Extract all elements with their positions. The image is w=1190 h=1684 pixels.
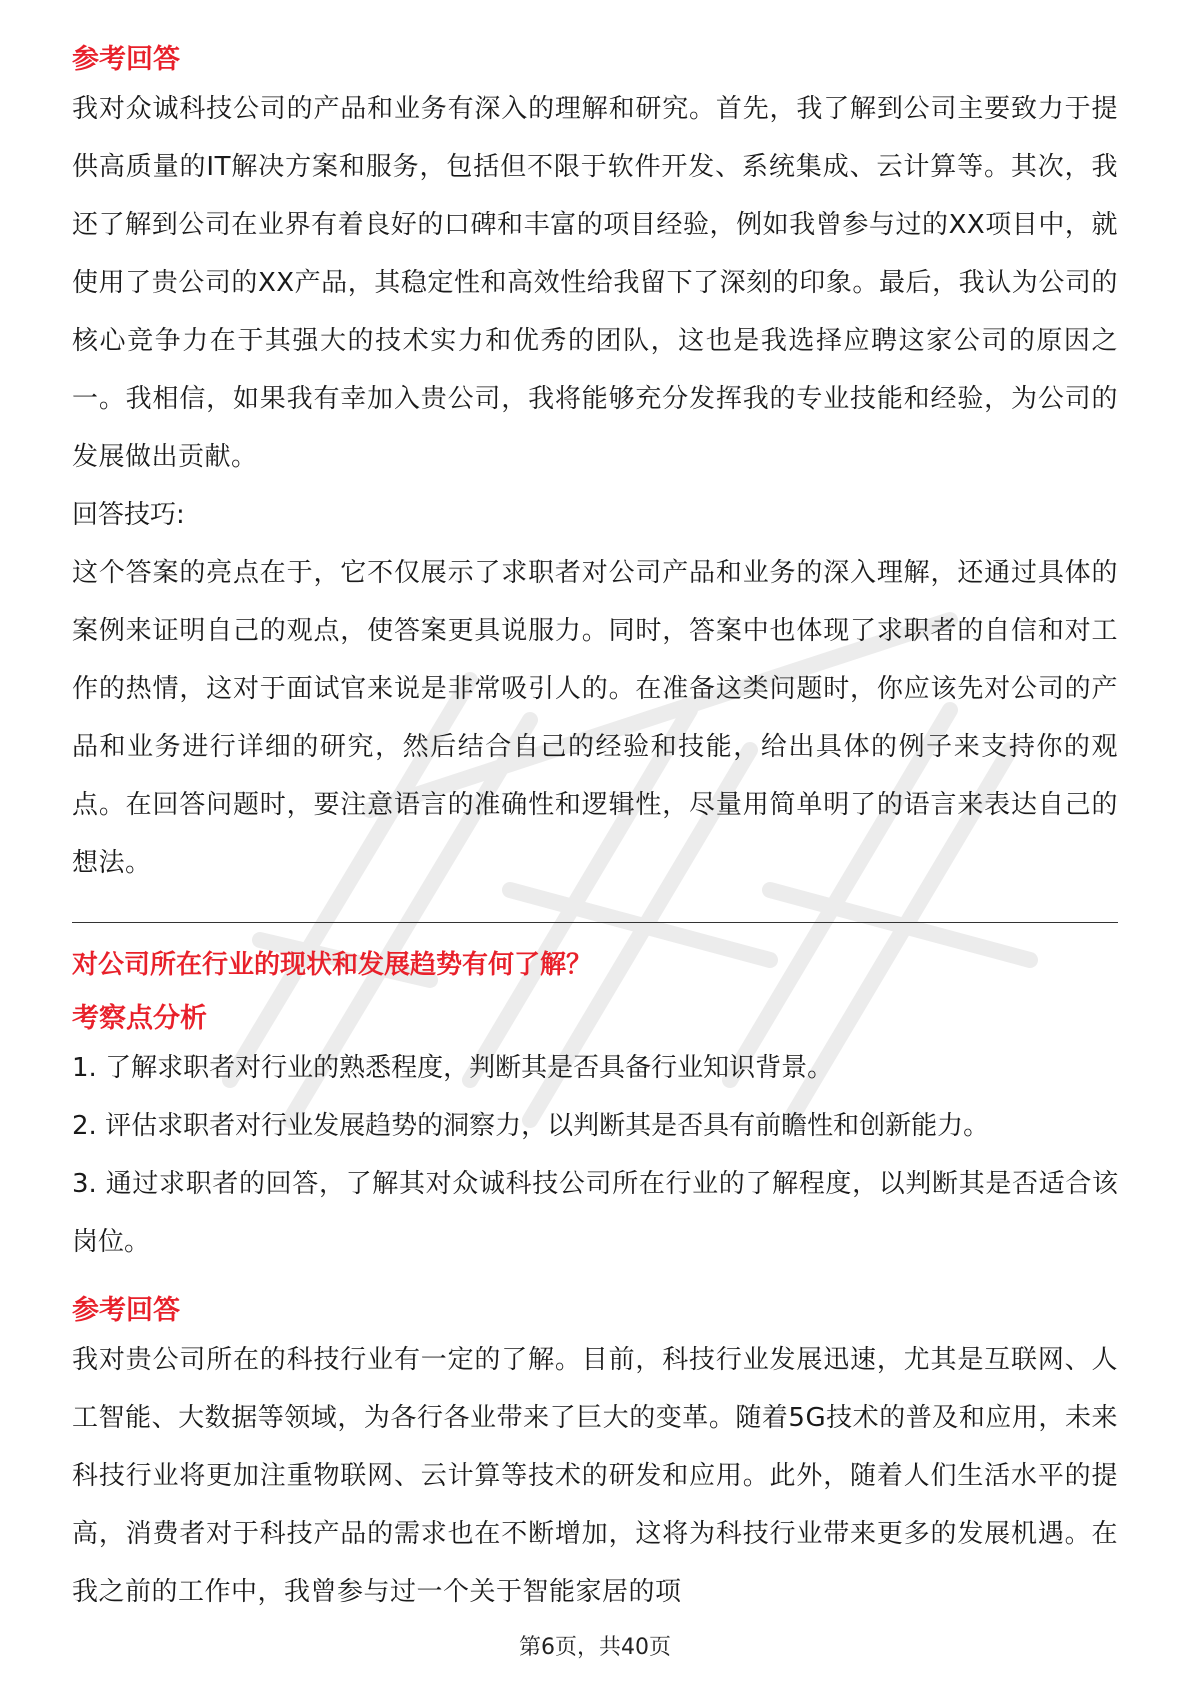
page-number: 第6页，共40页: [519, 1635, 671, 1660]
analysis-item-3: 3. 通过求职者的回答，了解其对众诚科技公司所在行业的了解程度，以判断其是否适合该岗位。: [72, 1169, 1118, 1257]
question-title: 对公司所在行业的现状和发展趋势有何了解？: [72, 950, 593, 980]
answer-paragraph: 我对众诚科技公司的产品和业务有深入的理解和研究。首先，我了解到公司主要致力于提供高质量的IT解决方案和服务，包括但不限于软件开发、系统集成、云计算等。其次，我还了解到公司在业界有着良好的口碑和丰富的项目经验，例如我曾参与过的XX项目中，就使用了贵公司的XX产品，其稳定性和高效性给我留下了深刻的印象。最后，我认为公司的核心竞争力在于其强大的技术实力和优秀的团队，这也是我选择应聘这家公司的原因之一。我相信，如果我有幸加入贵公司，我将能够充分发挥我的专业技能和经验，为公司的发展做出贡献。: [72, 94, 1118, 472]
analysis-item-2: 2. 评估求职者对行业发展趋势的洞察力，以判断其是否具有前瞻性和创新能力。: [72, 1111, 990, 1141]
section-divider: [72, 922, 1118, 923]
analysis-item-1: 1. 了解求职者对行业的熟悉程度，判断其是否具备行业知识背景。: [72, 1053, 834, 1083]
analysis-heading: 考察点分析: [72, 1003, 207, 1034]
answer-heading-2: 参考回答: [72, 1295, 180, 1326]
document-page: [72, 40, 1118, 1621]
tips-paragraph: 这个答案的亮点在于，它不仅展示了求职者对公司产品和业务的深入理解，还通过具体的案例来证明自己的观点，使答案更具说服力。同时，答案中也体现了求职者的自信和对工作的热情，这对于面试官来说是非常吸引人的。在准备这类问题时，你应该先对公司的产品和业务进行详细的研究，然后结合自己的经验和技能，给出具体的例子来支持你的观点。在回答问题时，要注意语言的准确性和逻辑性，尽量用简单明了的语言来表达自己的想法。: [72, 558, 1118, 878]
tips-label: 回答技巧:: [72, 500, 185, 530]
answer-heading: 参考回答: [72, 44, 180, 75]
answer-paragraph-2: 我对贵公司所在的科技行业有一定的了解。目前，科技行业发展迅速，尤其是互联网、人工智能、大数据等领域，为各行各业带来了巨大的变革。随着5G技术的普及和应用，未来科技行业将更加注重物联网、云计算等技术的研发和应用。此外，随着人们生活水平的提高，消费者对于科技产品的需求也在不断增加，这将为科技行业带来更多的发展机遇。在我之前的工作中，我曾参与过一个关于智能家居的项: [72, 1345, 1118, 1607]
